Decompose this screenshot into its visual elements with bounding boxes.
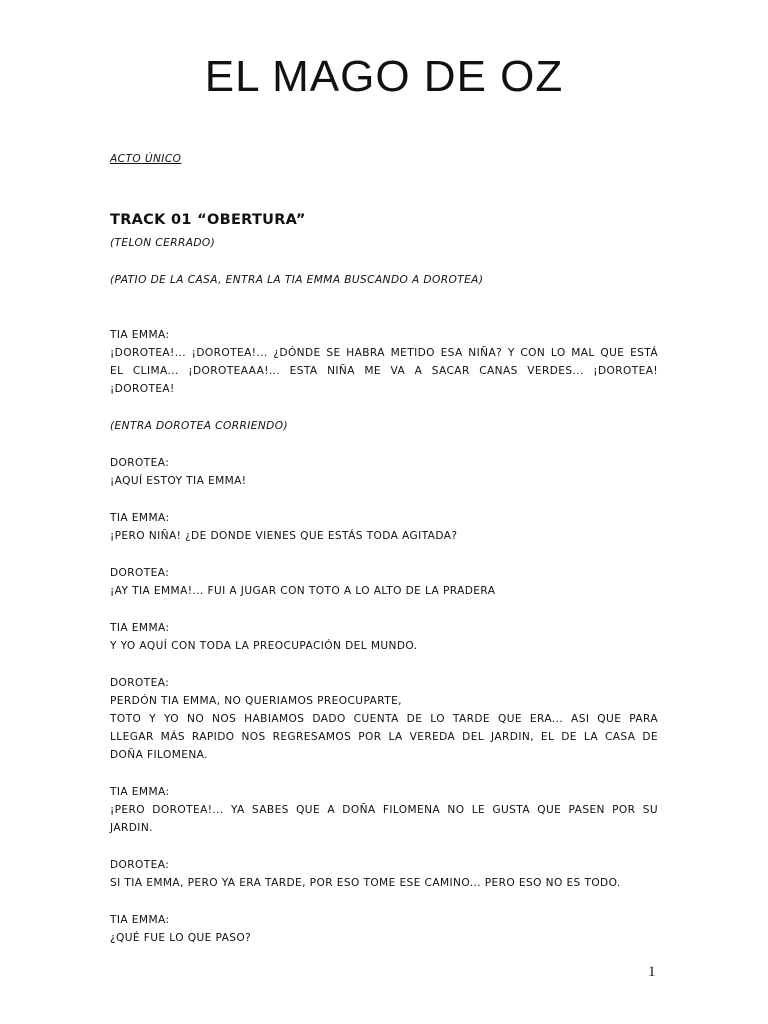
dialogue-block xyxy=(110,564,658,600)
stage-direction: (ENTRA DOROTEA CORRIENDO) xyxy=(110,420,288,432)
dialogue-block xyxy=(110,674,658,764)
speaker-name: TIA EMMA: xyxy=(110,329,170,341)
dialogue-line: LLEGAR MÁS RAPIDO NOS REGRESAMOS POR LA VEREDA DEL JARDIN, EL DE LA CASA DE xyxy=(110,731,658,743)
speaker-name: TIA EMMA: xyxy=(110,622,170,634)
dialogue-line: ¡PERO NIÑA! ¿DE DONDE VIENES QUE ESTÁS TODA AGITADA? xyxy=(110,530,458,542)
speaker-name: DOROTEA: xyxy=(110,457,170,469)
dialogue-block xyxy=(110,911,658,947)
dialogue-line: Y YO AQUÍ CON TODA LA PREOCUPACIÓN DEL MUNDO. xyxy=(110,640,418,652)
track-heading: TRACK 01 “OBERTURA” xyxy=(110,212,306,228)
speaker-name: TIA EMMA: xyxy=(110,512,170,524)
speaker-name: DOROTEA: xyxy=(110,859,170,871)
dialogue-line: ¿QUÉ FUE LO QUE PASO? xyxy=(110,932,252,944)
dialogue-block xyxy=(110,619,658,655)
act-heading: ACTO ÚNICO xyxy=(110,153,182,165)
dialogue-line: PERDÓN TIA EMMA, NO QUERIAMOS PREOCUPARTE, xyxy=(110,695,402,707)
dialogue-block xyxy=(110,509,658,545)
dialogue-block xyxy=(110,856,658,892)
dialogue-line: ¡AY TIA EMMA!... FUI A JUGAR CON TOTO A LO ALTO DE LA PRADERA xyxy=(110,585,496,597)
stage-direction: (TELON CERRADO) xyxy=(110,237,216,249)
speaker-name: DOROTEA: xyxy=(110,677,170,689)
dialogue-line: TOTO Y YO NO NOS HABIAMOS DADO CUENTA DE LO TARDE QUE ERA... ASI QUE PARA xyxy=(110,713,658,725)
document-title: EL MAGO DE OZ xyxy=(204,52,564,101)
dialogue-line: EL CLIMA... ¡DOROTEAAA!... ESTA NIÑA ME VA A SACAR CANAS VERDES... ¡DOROTEA! xyxy=(110,365,658,377)
speaker-name: TIA EMMA: xyxy=(110,786,170,798)
dialogue-line: ¡DOROTEA! xyxy=(110,383,175,395)
speaker-name: TIA EMMA: xyxy=(110,914,170,926)
dialogue-line: DOÑA FILOMENA. xyxy=(110,749,208,761)
speaker-name: DOROTEA: xyxy=(110,567,170,579)
dialogue-block xyxy=(110,783,658,837)
dialogue-block xyxy=(110,326,658,398)
dialogue-line: ¡PERO DOROTEA!... YA SABES QUE A DOÑA FILOMENA NO LE GUSTA QUE PASEN POR SU xyxy=(110,804,658,816)
dialogue-line: ¡AQUÍ ESTOY TIA EMMA! xyxy=(110,475,247,487)
dialogue-line: ¡DOROTEA!... ¡DOROTEA!... ¿DÓNDE SE HABRA METIDO ESA NIÑA? Y CON LO MAL QUE ESTÁ xyxy=(110,347,658,359)
dialogue-line: SI TIA EMMA, PERO YA ERA TARDE, POR ESO TOME ESE CAMINO... PERO ESO NO ES TODO. xyxy=(110,877,621,889)
dialogue-line: JARDIN. xyxy=(110,822,153,834)
stage-direction: (PATIO DE LA CASA, ENTRA LA TIA EMMA BUSCANDO A DOROTEA) xyxy=(110,274,484,286)
dialogue-block xyxy=(110,454,658,490)
page-number: 1 xyxy=(648,964,656,980)
